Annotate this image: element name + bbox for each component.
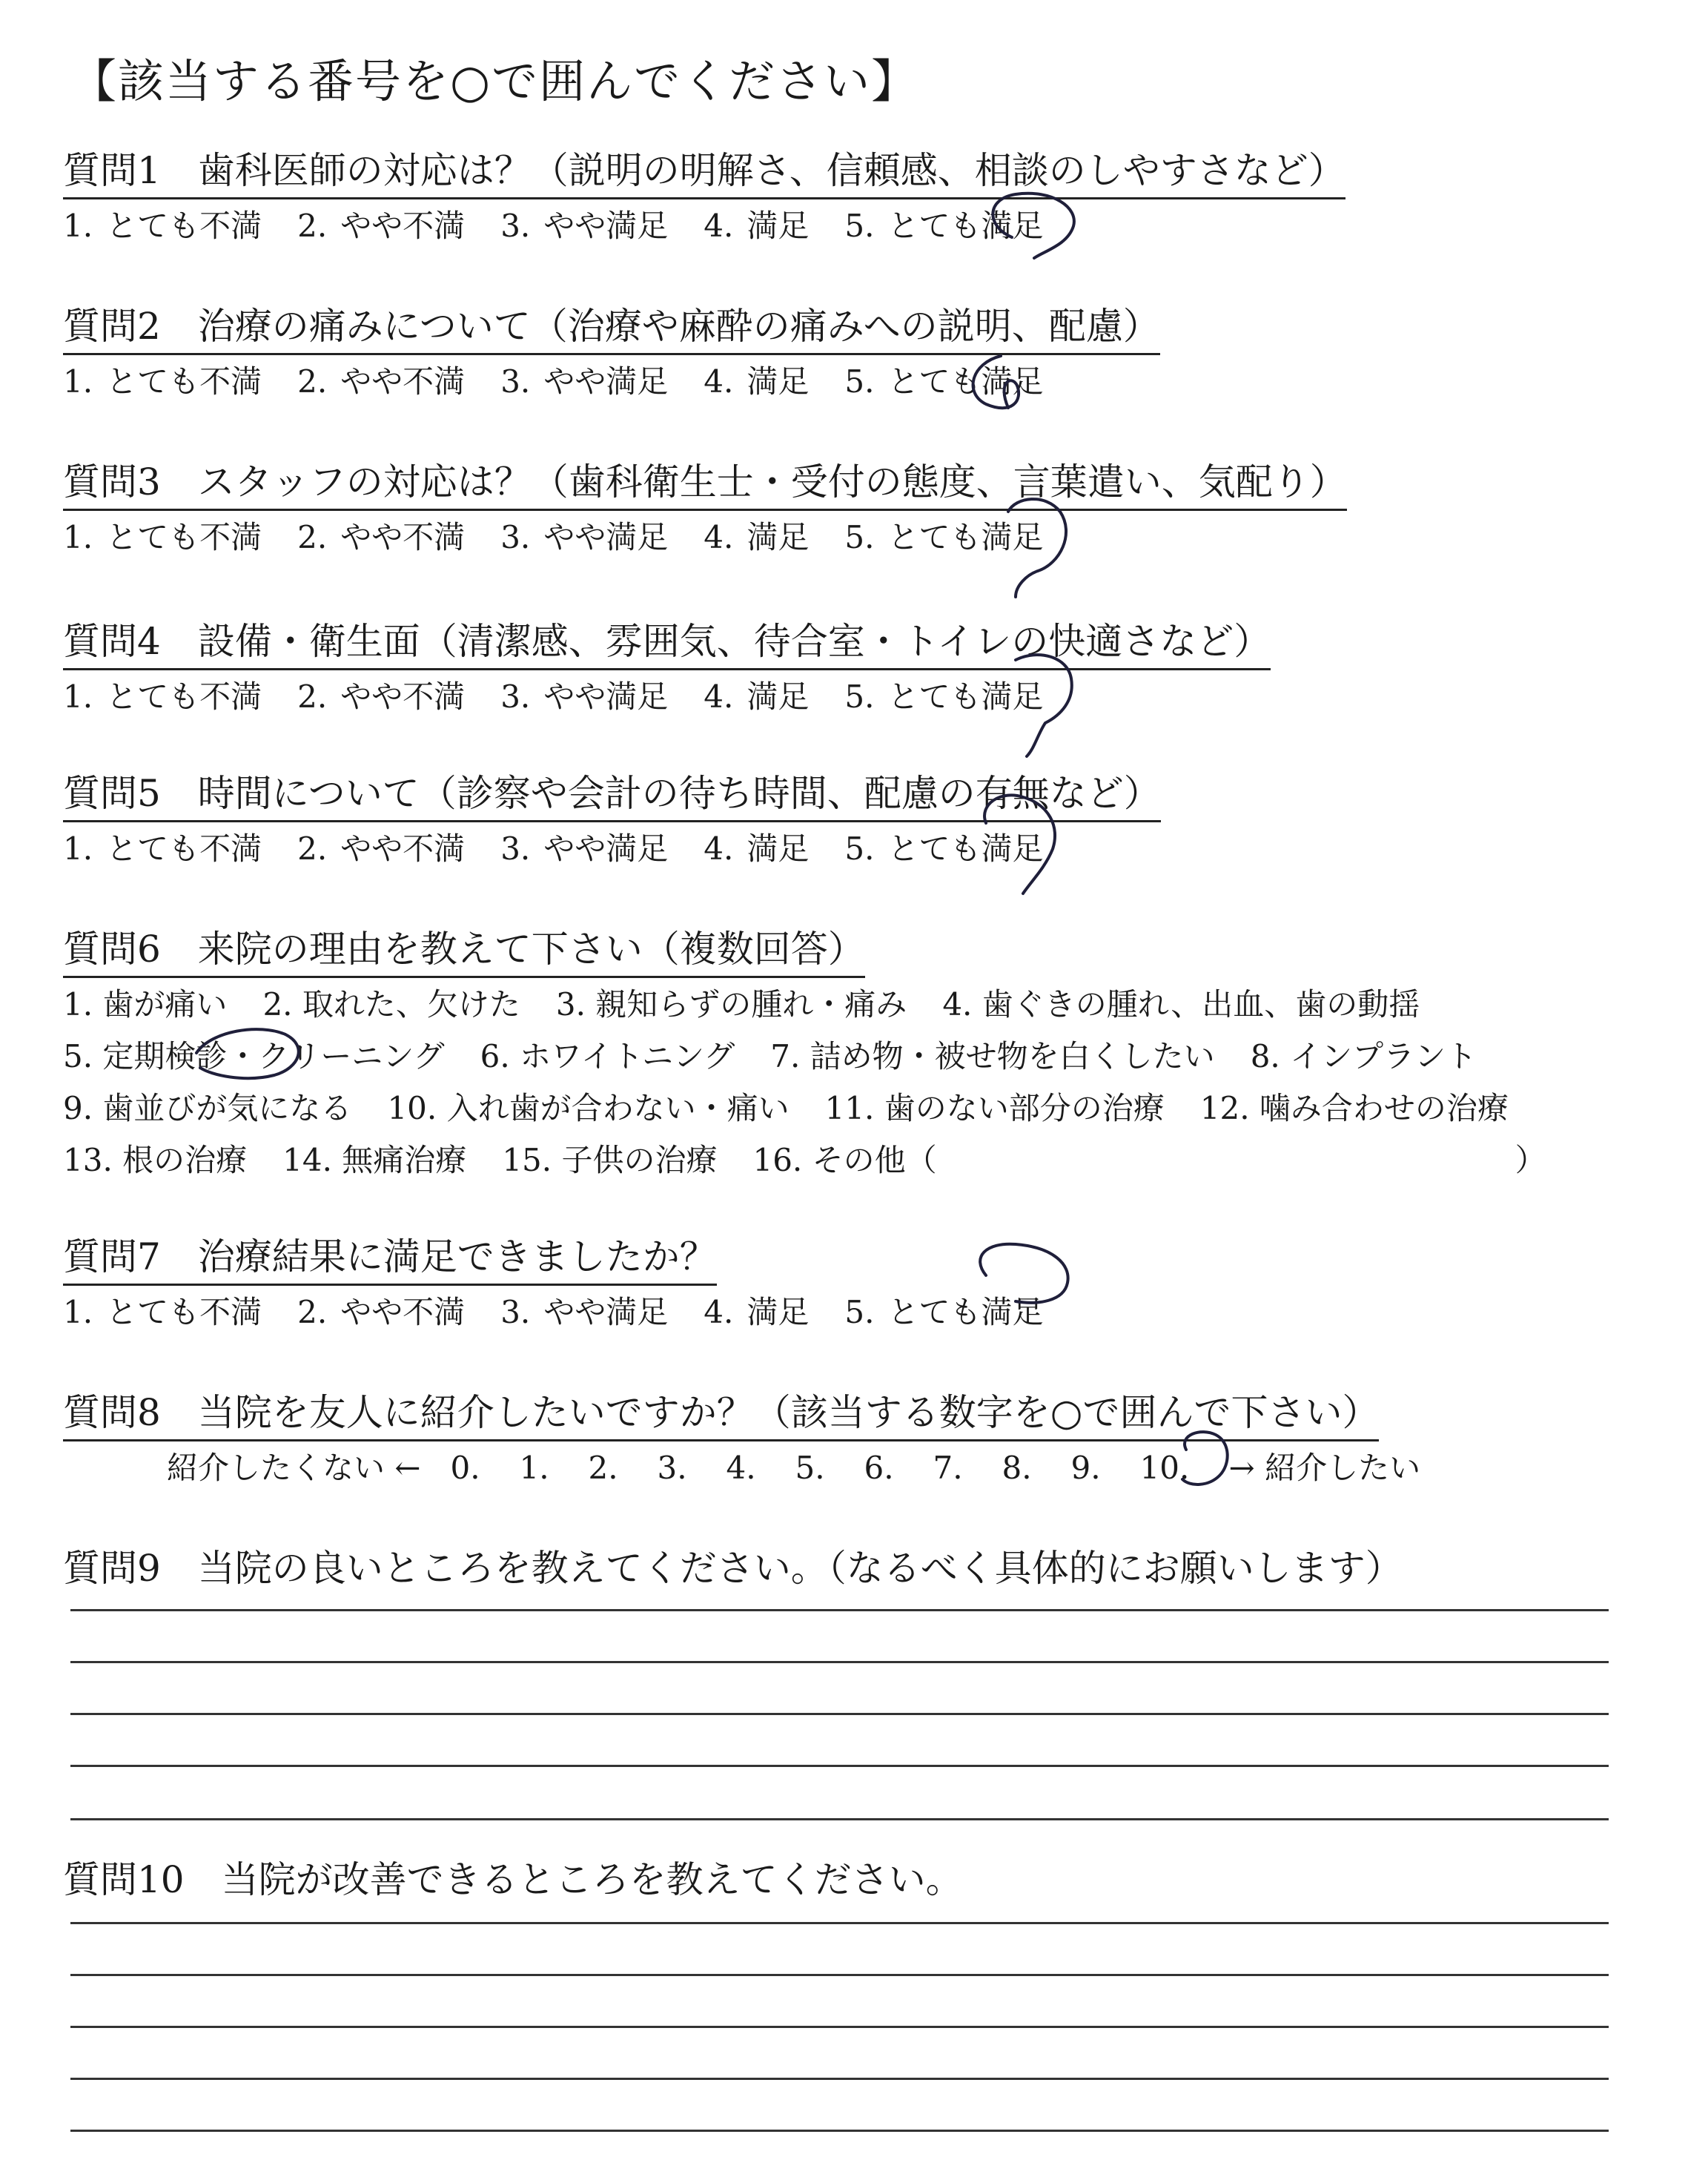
q10-answer-line-2[interactable] bbox=[70, 1974, 1609, 1976]
q6-row-4 bbox=[63, 1142, 1546, 1179]
q6-option-2[interactable]: 2. 取れた、欠けた bbox=[262, 986, 520, 1023]
q8-scale-0[interactable]: 0. bbox=[450, 1450, 480, 1486]
q4-option-2[interactable]: 2. やや不満 bbox=[297, 678, 466, 715]
q10-answer-line-4[interactable] bbox=[70, 2078, 1609, 2080]
q6-option-7[interactable]: 7. 詰め物・被せ物を白くしたい bbox=[770, 1038, 1215, 1074]
question-4-options bbox=[63, 678, 1079, 716]
q6-option-16[interactable]: 16. その他（ bbox=[752, 1142, 937, 1178]
q10-answer-line-5[interactable] bbox=[70, 2130, 1609, 2132]
q8-scale-4[interactable]: 4. bbox=[726, 1450, 756, 1486]
question-7-title: 質問7 治療結果に満足できましたか？ bbox=[63, 1235, 717, 1286]
q6-option-9[interactable]: 9. 歯並びが気になる bbox=[63, 1090, 352, 1126]
q6-row-1 bbox=[63, 986, 1455, 1023]
q1-option-1[interactable]: 1. とても不満 bbox=[63, 208, 262, 244]
question-4-title: 質問4 設備・衛生面（清潔感、雰囲気、待合室・トイレの快適さなど） bbox=[63, 619, 1271, 670]
question-3-options bbox=[63, 519, 1079, 556]
page-title: 【該当する番号を○で囲んでください】 bbox=[70, 54, 919, 108]
q6-option-10[interactable]: 10. 入れ歯が合わない・痛い bbox=[387, 1090, 790, 1126]
q5-option-2[interactable]: 2. やや不満 bbox=[297, 830, 466, 867]
q4-option-5[interactable]: 5. とても満足 bbox=[844, 678, 1044, 715]
question-6-title: 質問6 来院の理由を教えて下さい（複数回答） bbox=[63, 927, 865, 978]
q6-row-3 bbox=[63, 1090, 1544, 1127]
q8-scale-7[interactable]: 7. bbox=[933, 1450, 963, 1486]
q4-option-3[interactable]: 3. やや満足 bbox=[500, 678, 669, 715]
q8-scale bbox=[167, 1450, 1420, 1487]
question-1-options bbox=[63, 208, 1079, 245]
question-10-title: 質問10 当院が改善できるところを教えてください。 bbox=[63, 1858, 963, 1901]
q6-option-15[interactable]: 15. 子供の治療 bbox=[502, 1142, 718, 1178]
q2-option-5[interactable]: 5. とても満足 bbox=[844, 363, 1044, 400]
q6-option-14[interactable]: 14. 無痛治療 bbox=[282, 1142, 467, 1178]
q8-scale-5[interactable]: 5. bbox=[795, 1450, 825, 1486]
q6-option-13[interactable]: 13. 根の治療 bbox=[63, 1142, 248, 1178]
question-5-options bbox=[63, 830, 1079, 868]
q5-option-4[interactable]: 4. 満足 bbox=[704, 830, 810, 867]
q10-answer-line-1[interactable] bbox=[70, 1922, 1609, 1924]
q1-option-4[interactable]: 4. 満足 bbox=[704, 208, 810, 244]
q8-right-label: → 紹介したい bbox=[1228, 1450, 1421, 1486]
q8-scale-6[interactable]: 6. bbox=[864, 1450, 894, 1486]
q1-option-2[interactable]: 2. やや不満 bbox=[297, 208, 466, 244]
q5-option-3[interactable]: 3. やや満足 bbox=[500, 830, 669, 867]
question-5-title: 質問5 時間について（診察や会計の待ち時間、配慮の有無など） bbox=[63, 771, 1161, 822]
q8-scale-8[interactable]: 8. bbox=[1002, 1450, 1032, 1486]
q8-scale-2[interactable]: 2. bbox=[588, 1450, 618, 1486]
question-1-title: 質問1 歯科医師の対応は？（説明の明解さ、信頼感、相談のしやすさなど） bbox=[63, 148, 1345, 199]
q3-option-1[interactable]: 1. とても不満 bbox=[63, 519, 262, 555]
q7-option-1[interactable]: 1. とても不満 bbox=[63, 1294, 262, 1330]
q9-answer-line-4[interactable] bbox=[70, 1765, 1609, 1767]
q9-answer-line-1[interactable] bbox=[70, 1609, 1609, 1611]
q4-option-1[interactable]: 1. とても不満 bbox=[63, 678, 262, 715]
question-7-options bbox=[63, 1294, 1079, 1331]
question-9-title: 質問9 当院の良いところを教えてください。（なるべく具体的にお願いします） bbox=[63, 1547, 1403, 1590]
q7-option-5[interactable]: 5. とても満足 bbox=[844, 1294, 1044, 1330]
q7-option-4[interactable]: 4. 満足 bbox=[704, 1294, 810, 1330]
q3-option-3[interactable]: 3. やや満足 bbox=[500, 519, 669, 555]
q10-answer-line-3[interactable] bbox=[70, 2026, 1609, 2028]
question-3-title: 質問3 スタッフの対応は？（歯科衛生士・受付の態度、言葉遣い、気配り） bbox=[63, 460, 1347, 511]
q1-option-3[interactable]: 3. やや満足 bbox=[500, 208, 669, 244]
q6-row-2 bbox=[63, 1038, 1512, 1075]
q5-option-1[interactable]: 1. とても不満 bbox=[63, 830, 262, 867]
q1-option-5[interactable]: 5. とても満足 bbox=[844, 208, 1044, 244]
q6-option-12[interactable]: 12. 噛み合わせの治療 bbox=[1199, 1090, 1509, 1126]
q2-option-4[interactable]: 4. 満足 bbox=[704, 363, 810, 400]
q4-option-4[interactable]: 4. 満足 bbox=[704, 678, 810, 715]
q6-option-5[interactable]: 5. 定期検診・クリーニング bbox=[63, 1038, 445, 1074]
q7-option-3[interactable]: 3. やや満足 bbox=[500, 1294, 669, 1330]
question-2-title: 質問2 治療の痛みについて（治療や麻酔の痛みへの説明、配慮） bbox=[63, 304, 1160, 355]
q8-scale-1[interactable]: 1. bbox=[519, 1450, 549, 1486]
q2-option-1[interactable]: 1. とても不満 bbox=[63, 363, 262, 400]
q6-option-1[interactable]: 1. 歯が痛い bbox=[63, 986, 228, 1023]
q9-answer-line-3[interactable] bbox=[70, 1713, 1609, 1715]
q3-option-2[interactable]: 2. やや不満 bbox=[297, 519, 466, 555]
q2-option-2[interactable]: 2. やや不満 bbox=[297, 363, 466, 400]
q6-option-11[interactable]: 11. 歯のない部分の治療 bbox=[824, 1090, 1165, 1126]
q9-answer-line-2[interactable] bbox=[70, 1661, 1609, 1663]
q3-option-5[interactable]: 5. とても満足 bbox=[844, 519, 1044, 555]
q8-scale-9[interactable]: 9. bbox=[1070, 1450, 1101, 1486]
q2-option-3[interactable]: 3. やや満足 bbox=[500, 363, 669, 400]
question-2-options bbox=[63, 363, 1079, 400]
q5-option-5[interactable]: 5. とても満足 bbox=[844, 830, 1044, 867]
q6-option-4[interactable]: 4. 歯ぐきの腫れ、出血、歯の動揺 bbox=[942, 986, 1420, 1023]
question-8-title: 質問8 当院を友人に紹介したいですか？（該当する数字を○で囲んで下さい） bbox=[63, 1390, 1379, 1441]
q7-option-2[interactable]: 2. やや不満 bbox=[297, 1294, 466, 1330]
q3-option-4[interactable]: 4. 満足 bbox=[704, 519, 810, 555]
q8-scale-3[interactable]: 3. bbox=[657, 1450, 687, 1486]
q8-left-label: 紹介したくない ← bbox=[167, 1450, 421, 1486]
q6-option-6[interactable]: 6. ホワイトニング bbox=[480, 1038, 735, 1074]
q6-other-close: ） bbox=[1515, 1142, 1546, 1178]
q6-option-3[interactable]: 3. 親知らずの腫れ・痛み bbox=[555, 986, 907, 1023]
q9-answer-line-5[interactable] bbox=[70, 1818, 1609, 1820]
q6-option-8[interactable]: 8. インプラント bbox=[1250, 1038, 1477, 1074]
q8-scale-10[interactable]: 10. bbox=[1139, 1450, 1190, 1486]
